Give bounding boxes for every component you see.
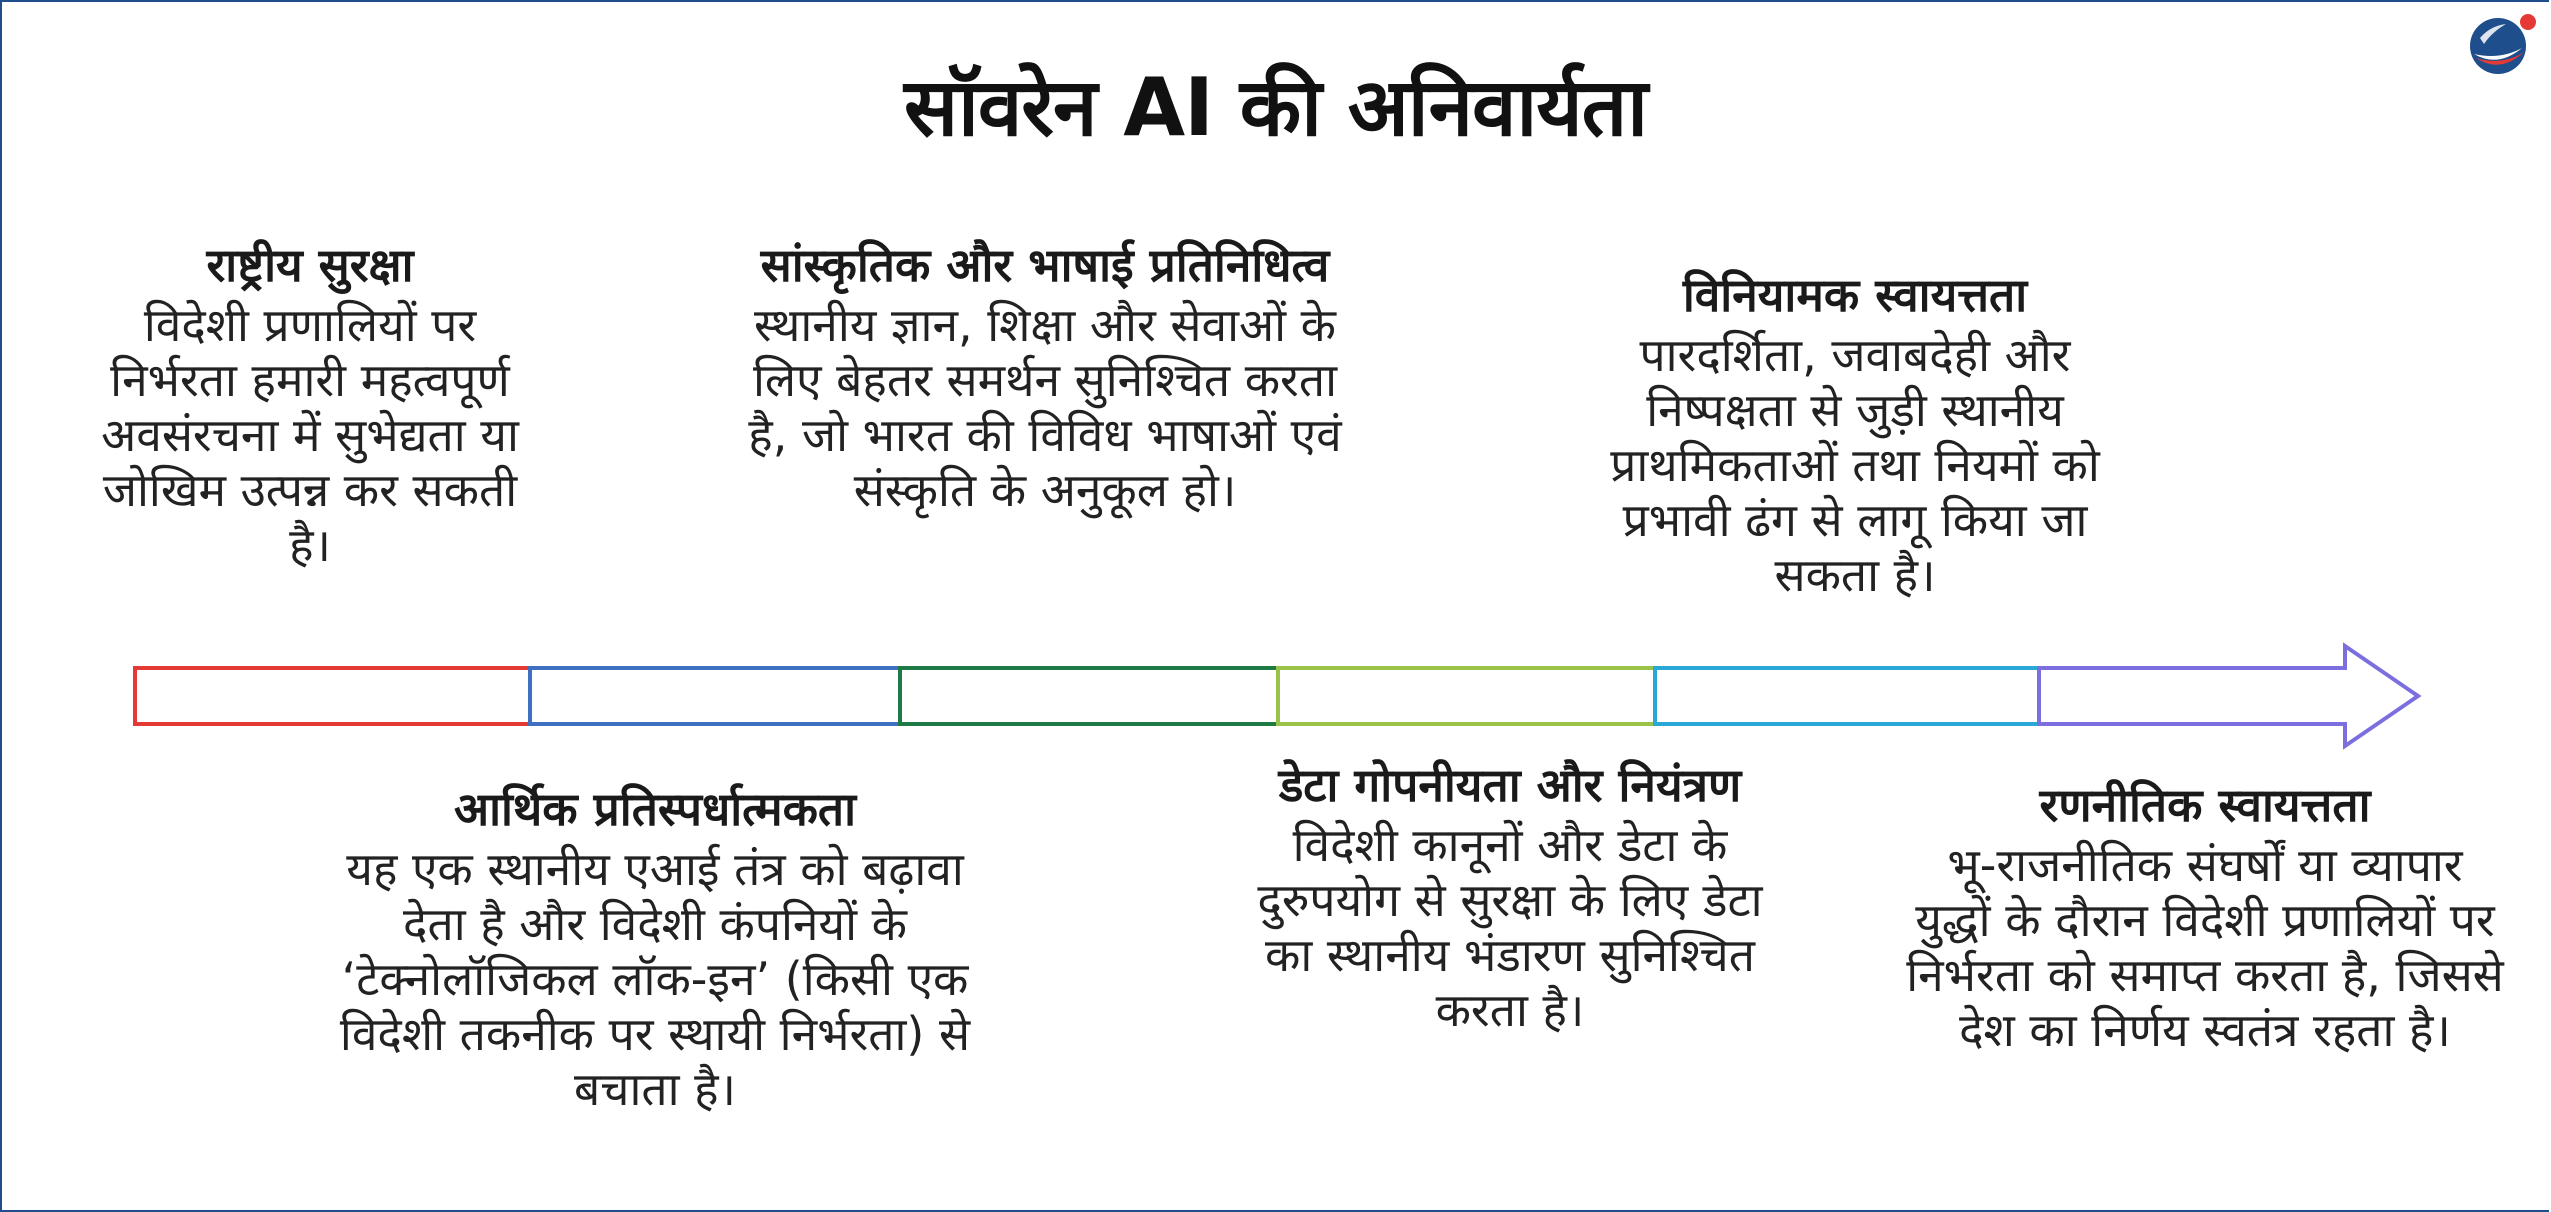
item-heading: डेटा गोपनीयता और नियंत्रण	[1278, 758, 1742, 812]
item-description: पारदर्शिता, जवाबदेही और निष्पक्षता से जुड़ी स्थानीय प्राथमिकताओं तथा नियमों को प्रभावी ढंग से लागू किया जा सकता है।	[1610, 328, 2100, 602]
item-description: विदेशी प्रणालियों पर निर्भरता हमारी महत्वपूर्ण अवसंरचना में सुभेद्यता या जोखिम उत्पन्न कर सकती है।	[101, 298, 519, 572]
item-heading: रणनीतिक स्वायत्तता	[2039, 778, 2371, 832]
item-heading: विनियामक स्वायत्तता	[1682, 268, 2028, 322]
timeline-segment-5	[1655, 668, 2039, 724]
timeline-arrowhead	[2039, 646, 2418, 746]
item-national-security	[85, 238, 535, 573]
timeline-segment-3	[900, 668, 1278, 724]
timeline-segment-2	[530, 668, 900, 724]
page-title: सॉवरेन AI की अनिवार्यता	[904, 61, 1647, 154]
item-heading: सांस्कृतिक और भाषाई प्रतिनिधित्व	[760, 238, 1330, 292]
item-description: भू-राजनीतिक संघर्षों या व्यापार युद्धों के दौरान विदेशी प्रणालियों पर निर्भरता को समाप्त करता है, जिससे देश का निर्णय स्वतंत्र रहता है।	[1906, 838, 2504, 1057]
timeline-segment-4	[1278, 668, 1655, 724]
item-strategic-autonomy	[1905, 778, 2505, 1058]
timeline-segment-1	[135, 668, 530, 724]
item-description: स्थानीय ज्ञान, शिक्षा और सेवाओं के लिए बेहतर समर्थन सुनिश्चित करता है, जो भारत की विविध भाषाओं एवं संस्कृति के अनुकूल हो।	[748, 298, 1342, 517]
item-heading: आर्थिक प्रतिस्पर्धात्मकता	[453, 782, 857, 836]
item-cultural-linguistic	[745, 238, 1345, 518]
item-description: विदेशी कानूनों और डेटा के दुरुपयोग से सुरक्षा के लिए डेटा का स्थानीय भंडारण सुनिश्चित करता है।	[1257, 818, 1763, 1037]
item-economic-competitiveness	[310, 782, 1000, 1117]
item-data-privacy	[1230, 758, 1790, 1038]
item-description: यह एक स्थानीय एआई तंत्र को बढ़ावा देता है और विदेशी कंपनियों के ‘टेक्नोलॉजिकल लॉक-इन’ (किसी एक विदेशी तकनीक पर स्थायी निर्भरता) से बचाता है।	[339, 842, 971, 1116]
item-heading: राष्ट्रीय सुरक्षा	[206, 238, 414, 292]
item-regulatory-autonomy	[1590, 268, 2120, 603]
